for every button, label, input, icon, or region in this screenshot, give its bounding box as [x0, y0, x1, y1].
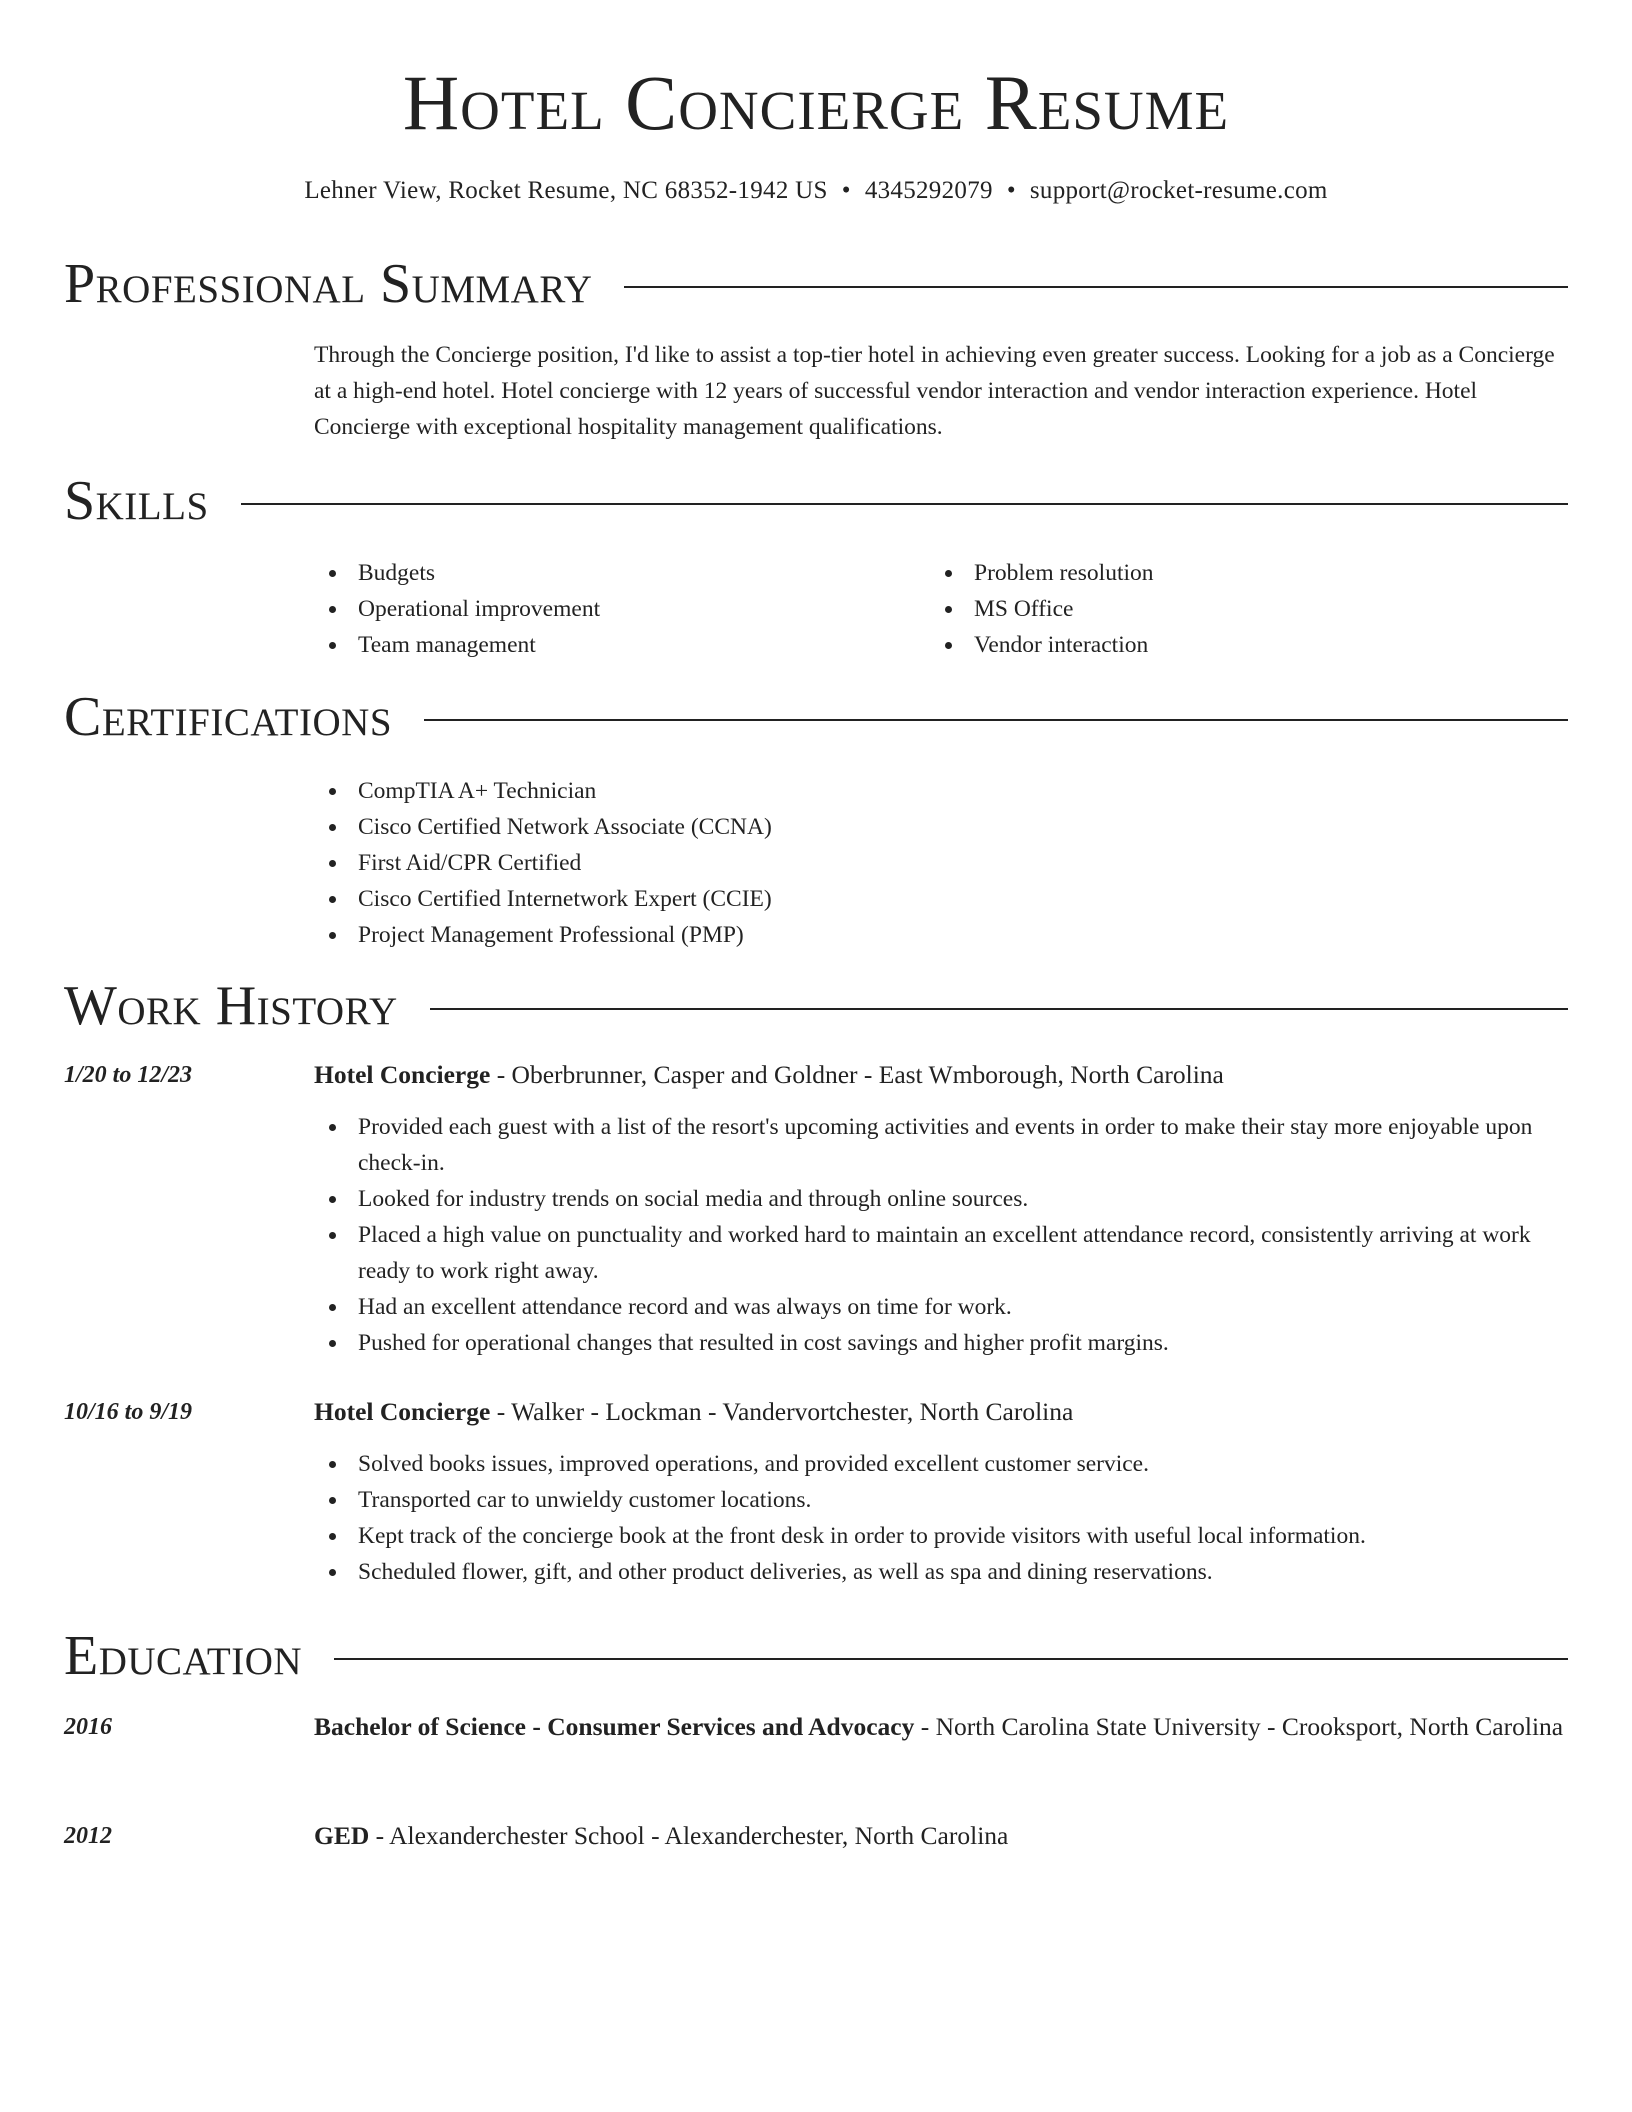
- section-divider: [430, 1008, 1568, 1010]
- education-heading: Education: [64, 1625, 303, 1687]
- education-details: - Alexanderchester School - Alexanderchester, North Carolina: [369, 1821, 1009, 1850]
- skill-item: Budgets: [314, 555, 914, 591]
- contact-phone: 4345292079: [864, 177, 993, 204]
- section-divider: [424, 719, 1568, 721]
- certification-item: Cisco Certified Network Associate (CCNA): [314, 809, 1314, 845]
- job-bullet: Looked for industry trends on social media and through online sources.: [314, 1181, 1568, 1217]
- job-bullet: Provided each guest with a list of the resort's upcoming activities and events in order to make their stay more enjoyable upon check-in.: [314, 1109, 1568, 1181]
- certification-item: Project Management Professional (PMP): [314, 917, 1314, 953]
- certification-item: CompTIA A+ Technician: [314, 773, 1314, 809]
- section-divider: [241, 503, 1568, 505]
- education-details: - North Carolina State University - Crooksport, North Carolina: [914, 1712, 1564, 1741]
- skill-item: Vendor interaction: [930, 627, 1530, 663]
- skill-item: Operational improvement: [314, 591, 914, 627]
- skills-heading: Skills: [64, 470, 209, 532]
- summary-section-header: [64, 251, 1568, 317]
- job-title: Hotel Concierge: [314, 1060, 491, 1089]
- job-details: - Oberbrunner, Casper and Goldner - East Wmborough, North Carolina: [490, 1060, 1224, 1089]
- job-bullets: [314, 1446, 1568, 1590]
- education-degree: Bachelor of Science - Consumer Services and Advocacy: [314, 1712, 915, 1741]
- section-divider: [624, 286, 1568, 288]
- contact-email: support@rocket-resume.com: [1029, 177, 1328, 204]
- work-heading: Work History: [64, 975, 398, 1037]
- job-bullets: [314, 1109, 1568, 1361]
- job-bullet: Scheduled flower, gift, and other product deliveries, as well as spa and dining reservations.: [314, 1554, 1568, 1590]
- contact-line: [0, 173, 1632, 209]
- education-entry: [314, 1708, 1568, 1746]
- job-bullet: Placed a high value on punctuality and worked hard to maintain an excellent attendance record, consistently arriving at work ready to work right away.: [314, 1217, 1568, 1289]
- work-section-header: [64, 973, 1568, 1039]
- certification-item: First Aid/CPR Certified: [314, 845, 1314, 881]
- skill-item: Problem resolution: [930, 555, 1530, 591]
- education-year: 2012: [64, 1823, 112, 1849]
- summary-text: Through the Concierge position, I'd like to assist a top-tier hotel in achieving even greater success. Looking for a job as a Concierge at a high-end hotel. Hotel concierge with 12 years of successful vendor interaction and vendor interaction experience. Hotel Concierge with exceptional hospitality management qualifications.: [314, 342, 1555, 440]
- skill-item: Team management: [314, 627, 914, 663]
- education-section-header: [64, 1623, 1568, 1689]
- certification-item: Cisco Certified Internetwork Expert (CCIE): [314, 881, 1314, 917]
- skills-section-header: [64, 468, 1568, 534]
- section-divider: [334, 1658, 1568, 1660]
- job-bullet: Pushed for operational changes that resulted in cost savings and higher profit margins.: [314, 1325, 1568, 1361]
- certifications-list: [314, 773, 1314, 953]
- education-entry: [314, 1817, 1568, 1855]
- job-bullet: Kept track of the concierge book at the front desk in order to provide visitors with useful local information.: [314, 1518, 1568, 1554]
- job-heading: [314, 1056, 1568, 1094]
- skills-list-left: [314, 555, 914, 663]
- job-dates: 10/16 to 9/19: [64, 1399, 193, 1425]
- resume-title: Hotel Concierge Resume: [402, 59, 1230, 146]
- job-heading: [314, 1393, 1568, 1431]
- job-dates: 1/20 to 12/23: [64, 1062, 193, 1088]
- job-details: - Walker - Lockman - Vandervortchester, North Carolina: [490, 1397, 1074, 1426]
- contact-separator: •: [1006, 177, 1016, 204]
- education-year: 2016: [64, 1714, 112, 1740]
- skills-list-right: [930, 555, 1530, 663]
- skill-item: MS Office: [930, 591, 1530, 627]
- contact-separator: •: [841, 177, 851, 204]
- contact-address: Lehner View, Rocket Resume, NC 68352-1942 US: [304, 177, 828, 204]
- job-title: Hotel Concierge: [314, 1397, 491, 1426]
- certifications-heading: Certifications: [64, 686, 393, 748]
- certifications-section-header: [64, 684, 1568, 750]
- job-bullet: Had an excellent attendance record and was always on time for work.: [314, 1289, 1568, 1325]
- summary-heading: Professional Summary: [64, 253, 593, 315]
- education-degree: GED: [314, 1821, 370, 1850]
- job-bullet: Transported car to unwieldy customer locations.: [314, 1482, 1568, 1518]
- job-bullet: Solved books issues, improved operations, and provided excellent customer service.: [314, 1446, 1568, 1482]
